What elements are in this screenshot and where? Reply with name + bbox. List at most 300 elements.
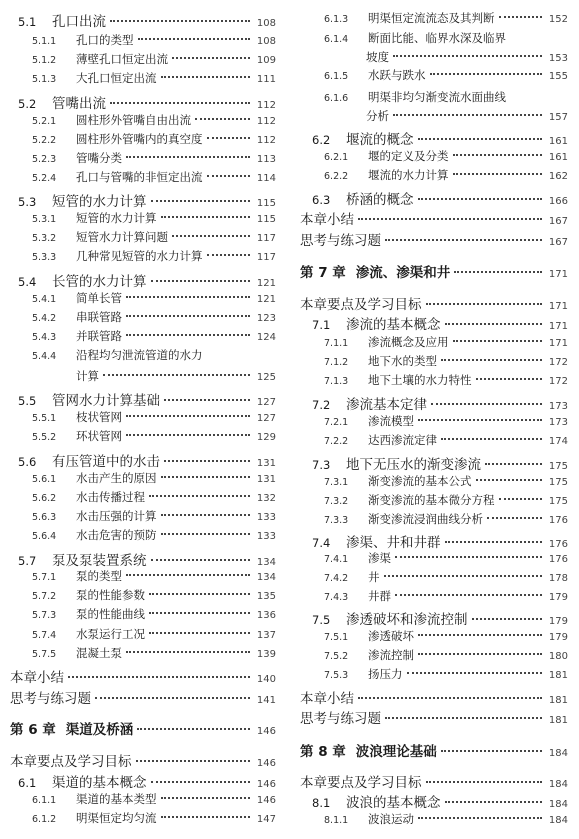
toc-entry[interactable] xyxy=(10,51,276,67)
page-number: 127 xyxy=(256,397,276,408)
page-number: 153 xyxy=(548,53,568,64)
page-number: 173 xyxy=(548,401,568,412)
entry-title: 水击压强的计算 xyxy=(76,509,157,523)
toc-entry[interactable] xyxy=(10,70,276,86)
entry-title: 渠道及桥涵 xyxy=(65,722,134,738)
entry-number: 6.1.2 xyxy=(32,814,57,825)
dot-leader xyxy=(110,102,250,104)
toc-entry[interactable] xyxy=(300,811,568,827)
entry-title: 思考与练习题 xyxy=(300,711,381,727)
toc-entry[interactable] xyxy=(10,791,276,807)
page-number: 117 xyxy=(256,252,276,263)
toc-entry[interactable] xyxy=(300,707,568,727)
entry-title: 管网水力计算基础 xyxy=(52,393,160,409)
dot-leader xyxy=(485,463,542,465)
page-number: 162 xyxy=(548,171,568,182)
toc-entry[interactable] xyxy=(300,293,568,313)
dot-leader xyxy=(161,514,251,516)
entry-number: 7.4 xyxy=(312,536,331,550)
page-number: 115 xyxy=(256,198,276,209)
dot-leader xyxy=(138,38,251,40)
toc-entry[interactable] xyxy=(300,261,568,281)
entry-number: 6.1 xyxy=(18,776,37,790)
dot-leader xyxy=(126,574,250,576)
toc-entry[interactable] xyxy=(300,108,568,124)
page-number: 179 xyxy=(548,632,568,643)
page-number: 180 xyxy=(548,651,568,662)
entry-title: 圆柱形外管嘴自由出流 xyxy=(76,113,191,127)
entry-title: 枝状管网 xyxy=(76,410,122,424)
toc-entry[interactable] xyxy=(10,389,276,409)
page-number: 129 xyxy=(256,432,276,443)
toc-entry[interactable] xyxy=(10,190,276,210)
page-number: 111 xyxy=(256,74,276,85)
toc-entry[interactable] xyxy=(300,550,568,566)
toc-entry[interactable] xyxy=(300,413,568,429)
entry-title: 本章要点及学习目标 xyxy=(300,775,422,791)
dot-leader xyxy=(418,653,542,655)
entry-number: 6.1.4 xyxy=(324,34,349,45)
toc-entry[interactable] xyxy=(10,626,276,642)
entry-number: 5.2.4 xyxy=(32,173,57,184)
page-number: 171 xyxy=(548,269,568,280)
dot-leader xyxy=(164,460,250,462)
toc-entry[interactable] xyxy=(10,810,276,826)
entry-number: 第 8 章 xyxy=(300,744,346,760)
toc-entry[interactable] xyxy=(300,30,568,46)
entry-title: 泵的性能曲线 xyxy=(76,607,145,621)
page-number: 184 xyxy=(548,815,568,826)
toc-entry[interactable] xyxy=(300,608,568,628)
page-number: 184 xyxy=(548,748,568,759)
dot-leader xyxy=(407,672,543,674)
page-number: 112 xyxy=(256,116,276,127)
toc-entry[interactable] xyxy=(10,750,276,770)
page-number: 133 xyxy=(256,531,276,542)
page-number: 184 xyxy=(548,779,568,790)
toc-entry[interactable] xyxy=(300,229,568,249)
entry-title: 管嘴出流 xyxy=(52,96,106,112)
dot-leader xyxy=(126,334,250,336)
dot-leader xyxy=(103,374,250,376)
page-number: 175 xyxy=(548,496,568,507)
entry-title: 大孔口恒定出流 xyxy=(76,71,157,85)
page-number: 117 xyxy=(256,233,276,244)
page-number: 161 xyxy=(548,152,568,163)
page-number: 134 xyxy=(256,557,276,568)
page-number: 141 xyxy=(256,695,276,706)
page-number: 155 xyxy=(548,71,568,82)
dot-leader xyxy=(426,781,543,783)
dot-leader xyxy=(395,556,542,558)
toc-entry[interactable] xyxy=(10,645,276,661)
entry-title: 简单长管 xyxy=(76,291,122,305)
page-number: 175 xyxy=(548,461,568,472)
entry-number: 8.1.1 xyxy=(324,815,349,826)
toc-entry[interactable] xyxy=(10,508,276,524)
entry-number: 5.2 xyxy=(18,97,37,111)
entry-title: 渗流概念及应用 xyxy=(368,335,449,349)
entry-title: 圆柱形外管嘴内的真空度 xyxy=(76,132,203,146)
entry-number: 7.3.3 xyxy=(324,515,349,526)
toc-entry[interactable] xyxy=(10,428,276,444)
entry-number: 5.5 xyxy=(18,394,37,408)
toc-entry[interactable] xyxy=(300,372,568,388)
entry-title: 渗流基本定律 xyxy=(346,397,427,413)
entry-title: 渗流控制 xyxy=(368,648,414,662)
entry-title: 地下无压水的渐变渗流 xyxy=(346,457,481,473)
dot-leader xyxy=(110,20,250,22)
toc-entry[interactable] xyxy=(300,67,568,83)
dot-leader xyxy=(441,750,542,752)
entry-title: 水泵运行工况 xyxy=(76,627,145,641)
toc-entry[interactable] xyxy=(10,229,276,245)
toc-entry[interactable] xyxy=(10,290,276,306)
toc-entry[interactable] xyxy=(10,368,276,384)
dot-leader xyxy=(149,632,250,634)
dot-leader xyxy=(126,415,250,417)
toc-entry[interactable] xyxy=(300,791,568,811)
toc-entry[interactable] xyxy=(10,150,276,166)
entry-number: 第 6 章 xyxy=(10,722,56,738)
page-number: 176 xyxy=(548,554,568,565)
entry-number: 5.7.4 xyxy=(32,630,57,641)
entry-number: 6.2.2 xyxy=(324,171,349,182)
toc-entry[interactable] xyxy=(10,666,276,686)
entry-number: 5.5.1 xyxy=(32,413,57,424)
entry-title: 明渠恒定流流态及其判断 xyxy=(368,11,495,25)
entry-number: 6.3 xyxy=(312,193,331,207)
entry-number: 5.5.2 xyxy=(32,432,57,443)
page-number: 161 xyxy=(548,136,568,147)
page-number: 132 xyxy=(256,493,276,504)
entry-title: 水跃与跌水 xyxy=(368,68,426,82)
page-number: 123 xyxy=(256,313,276,324)
toc-entry[interactable] xyxy=(300,89,568,105)
entry-number: 5.7.5 xyxy=(32,649,57,660)
dot-leader xyxy=(445,323,543,325)
dot-leader xyxy=(476,479,543,481)
page-number: 167 xyxy=(548,237,568,248)
entry-number: 7.2.1 xyxy=(324,417,349,428)
toc-entry[interactable] xyxy=(10,687,276,707)
entry-number: 5.4.4 xyxy=(32,351,57,362)
entry-number: 6.1.6 xyxy=(324,93,349,104)
page-number: 147 xyxy=(256,814,276,825)
page-number: 178 xyxy=(548,573,568,584)
toc-entry[interactable] xyxy=(300,628,568,644)
toc-entry[interactable] xyxy=(10,527,276,543)
entry-title: 几种常见短管的水力计算 xyxy=(76,249,203,263)
toc-entry[interactable] xyxy=(10,92,276,112)
dot-leader xyxy=(95,697,250,699)
toc-entry[interactable] xyxy=(10,112,276,128)
entry-title: 本章要点及学习目标 xyxy=(300,297,422,313)
page-number: 166 xyxy=(548,196,568,207)
entry-title: 地下土壤的水力特性 xyxy=(368,373,472,387)
dot-leader xyxy=(161,797,251,799)
dot-leader xyxy=(418,419,542,421)
entry-title: 地下水的类型 xyxy=(368,354,437,368)
entry-title: 井 xyxy=(368,570,380,584)
dot-leader xyxy=(207,175,251,177)
toc-entry[interactable] xyxy=(10,10,276,30)
toc-entry[interactable] xyxy=(10,489,276,505)
entry-title: 渗流模型 xyxy=(368,414,414,428)
toc-entry[interactable] xyxy=(10,549,276,569)
page-number: 131 xyxy=(256,458,276,469)
dot-leader xyxy=(161,76,251,78)
dot-leader xyxy=(151,559,251,561)
entry-title: 串联管路 xyxy=(76,310,122,324)
page-number: 167 xyxy=(548,216,568,227)
entry-number: 7.3.1 xyxy=(324,477,349,488)
toc-entry[interactable] xyxy=(300,188,568,208)
dot-leader xyxy=(161,816,251,818)
entry-title: 渐变渗流的基本公式 xyxy=(368,474,472,488)
page-number: 146 xyxy=(256,779,276,790)
toc-entry[interactable] xyxy=(10,169,276,185)
dot-leader xyxy=(445,541,543,543)
entry-title: 堰的定义及分类 xyxy=(368,149,449,163)
toc-entry[interactable] xyxy=(10,771,276,791)
dot-leader xyxy=(385,717,542,719)
toc-entry[interactable] xyxy=(300,167,568,183)
dot-leader xyxy=(149,495,250,497)
entry-title: 堰流的概念 xyxy=(346,132,414,148)
entry-number: 6.1.5 xyxy=(324,71,349,82)
dot-leader xyxy=(431,403,542,405)
entry-number: 5.3.3 xyxy=(32,252,57,263)
dot-leader xyxy=(126,651,250,653)
entry-number: 7.5.3 xyxy=(324,670,349,681)
entry-number: 7.3.2 xyxy=(324,496,349,507)
dot-leader xyxy=(499,498,543,500)
entry-number: 5.6.2 xyxy=(32,493,57,504)
dot-leader xyxy=(151,280,251,282)
toc-entry[interactable] xyxy=(10,309,276,325)
entry-number: 5.6.1 xyxy=(32,474,57,485)
entry-number: 7.4.1 xyxy=(324,554,349,565)
entry-number: 7.1.2 xyxy=(324,357,349,368)
page-number: 108 xyxy=(256,36,276,47)
entry-number: 7.5.2 xyxy=(324,651,349,662)
entry-title: 坡度 xyxy=(366,50,389,64)
page-number: 174 xyxy=(548,436,568,447)
dot-leader xyxy=(207,254,251,256)
dot-leader xyxy=(161,216,251,218)
entry-title: 扬压力 xyxy=(368,667,403,681)
entry-title: 井群 xyxy=(368,589,391,603)
page-number: 124 xyxy=(256,332,276,343)
page-number: 135 xyxy=(256,591,276,602)
toc-entry[interactable] xyxy=(10,210,276,226)
dot-leader xyxy=(207,137,251,139)
dot-leader xyxy=(149,612,250,614)
entry-title: 本章要点及学习目标 xyxy=(10,754,132,770)
entry-number: 7.5.1 xyxy=(324,632,349,643)
dot-leader xyxy=(126,315,250,317)
entry-title: 孔口出流 xyxy=(52,14,106,30)
dot-leader xyxy=(393,55,542,57)
toc-entry[interactable] xyxy=(300,687,568,707)
entry-number: 5.6.3 xyxy=(32,512,57,523)
page-number: 171 xyxy=(548,301,568,312)
dot-leader xyxy=(418,817,542,819)
toc-entry[interactable] xyxy=(300,473,568,489)
entry-title: 渗透破坏 xyxy=(368,629,414,643)
dot-leader xyxy=(476,378,543,380)
toc-entry[interactable] xyxy=(10,718,276,738)
dot-leader xyxy=(172,235,250,237)
dot-leader xyxy=(418,138,543,140)
toc-entry[interactable] xyxy=(300,569,568,585)
page-number: 133 xyxy=(256,512,276,523)
page-number: 152 xyxy=(548,14,568,25)
entry-number: 5.2.3 xyxy=(32,154,57,165)
dot-leader xyxy=(164,399,250,401)
toc-entry[interactable] xyxy=(300,148,568,164)
toc-entry[interactable] xyxy=(300,334,568,350)
entry-number: 6.2.1 xyxy=(324,152,349,163)
dot-leader xyxy=(126,156,250,158)
toc-entry[interactable] xyxy=(10,347,276,363)
entry-title: 波浪理论基础 xyxy=(355,744,437,760)
toc-entry[interactable] xyxy=(300,432,568,448)
toc-entry[interactable] xyxy=(300,588,568,604)
dot-leader xyxy=(149,593,250,595)
page-number: 176 xyxy=(548,515,568,526)
toc-entry[interactable] xyxy=(300,393,568,413)
dot-leader xyxy=(151,781,251,783)
toc-entry[interactable] xyxy=(10,587,276,603)
dot-leader xyxy=(445,801,543,803)
entry-title: 本章小结 xyxy=(300,691,354,707)
entry-number: 7.1.1 xyxy=(324,338,349,349)
entry-number: 5.4 xyxy=(18,275,37,289)
toc-entry[interactable] xyxy=(300,10,568,26)
dot-leader xyxy=(426,303,543,305)
entry-title: 渗渠 xyxy=(368,551,391,565)
page-number: 137 xyxy=(256,630,276,641)
dot-leader xyxy=(499,16,543,18)
page-number: 112 xyxy=(256,135,276,146)
entry-number: 5.3.1 xyxy=(32,214,57,225)
page-number: 115 xyxy=(256,214,276,225)
entry-title: 并联管路 xyxy=(76,329,122,343)
page-number: 176 xyxy=(548,539,568,550)
toc-entry[interactable] xyxy=(10,248,276,264)
entry-title: 断面比能、临界水深及临界 xyxy=(368,31,506,45)
toc-entry[interactable] xyxy=(10,270,276,290)
entry-title: 明渠恒定均匀流 xyxy=(76,811,157,825)
page-number: 171 xyxy=(548,338,568,349)
toc-entry[interactable] xyxy=(10,328,276,344)
dot-leader xyxy=(418,198,543,200)
toc-entry[interactable] xyxy=(300,128,568,148)
entry-title: 水击危害的预防 xyxy=(76,528,157,542)
page-number: 172 xyxy=(548,357,568,368)
entry-title: 明渠非均匀渐变流水面曲线 xyxy=(368,90,506,104)
entry-number: 5.7.2 xyxy=(32,591,57,602)
toc-entry[interactable] xyxy=(10,450,276,470)
entry-title: 沿程均匀泄流管道的水力 xyxy=(76,348,203,362)
entry-number: 5.1.3 xyxy=(32,74,57,85)
page-number: 179 xyxy=(548,592,568,603)
entry-number: 7.2.2 xyxy=(324,436,349,447)
page-number: 179 xyxy=(548,616,568,627)
toc-entry[interactable] xyxy=(10,470,276,486)
toc-entry[interactable] xyxy=(10,131,276,147)
page-number: 146 xyxy=(256,795,276,806)
dot-leader xyxy=(358,218,542,220)
toc-entry[interactable] xyxy=(300,492,568,508)
toc-entry[interactable] xyxy=(300,49,568,65)
page-number: 175 xyxy=(548,477,568,488)
entry-number: 第 7 章 xyxy=(300,265,346,281)
dot-leader xyxy=(441,438,542,440)
toc-entry[interactable] xyxy=(10,568,276,584)
toc-entry[interactable] xyxy=(300,771,568,791)
toc-entry[interactable] xyxy=(300,353,568,369)
entry-title: 堰流的水力计算 xyxy=(368,168,449,182)
page-number: 140 xyxy=(256,674,276,685)
toc-entry[interactable] xyxy=(10,409,276,425)
dot-leader xyxy=(161,476,251,478)
toc-entry[interactable] xyxy=(10,606,276,622)
entry-number: 5.2.1 xyxy=(32,116,57,127)
toc-entry[interactable] xyxy=(10,32,276,48)
dot-leader xyxy=(418,634,542,636)
dot-leader xyxy=(195,118,250,120)
toc-entry[interactable] xyxy=(300,647,568,663)
toc-entry[interactable] xyxy=(300,740,568,760)
dot-leader xyxy=(161,533,251,535)
dot-leader xyxy=(453,154,543,156)
toc-entry[interactable] xyxy=(300,208,568,228)
entry-number: 5.1 xyxy=(18,15,37,29)
page-number: 157 xyxy=(548,112,568,123)
page-number: 134 xyxy=(256,572,276,583)
page-number: 113 xyxy=(256,154,276,165)
page-number: 181 xyxy=(548,695,568,706)
entry-number: 5.7.3 xyxy=(32,610,57,621)
entry-title: 渗流的基本概念 xyxy=(346,317,441,333)
entry-title: 本章小结 xyxy=(300,212,354,228)
entry-title: 长管的水力计算 xyxy=(52,274,147,290)
toc-entry[interactable] xyxy=(300,511,568,527)
page-number: 181 xyxy=(548,670,568,681)
toc-entry[interactable] xyxy=(300,313,568,333)
entry-title: 短管的水力计算 xyxy=(76,211,157,225)
entry-title: 薄壁孔口恒定出流 xyxy=(76,52,168,66)
entry-number: 5.7 xyxy=(18,554,37,568)
dot-leader xyxy=(172,57,250,59)
entry-title: 泵的类型 xyxy=(76,569,122,583)
toc-entry[interactable] xyxy=(300,531,568,551)
dot-leader xyxy=(393,114,542,116)
dot-leader xyxy=(136,760,251,762)
entry-title: 水击传播过程 xyxy=(76,490,145,504)
page-number: 121 xyxy=(256,278,276,289)
entry-title: 短管水力计算问题 xyxy=(76,230,168,244)
toc-entry[interactable] xyxy=(300,453,568,473)
toc-entry[interactable] xyxy=(300,666,568,682)
entry-title: 本章小结 xyxy=(10,670,64,686)
dot-leader xyxy=(454,271,542,273)
entry-number: 5.6.4 xyxy=(32,531,57,542)
entry-number: 7.3 xyxy=(312,458,331,472)
